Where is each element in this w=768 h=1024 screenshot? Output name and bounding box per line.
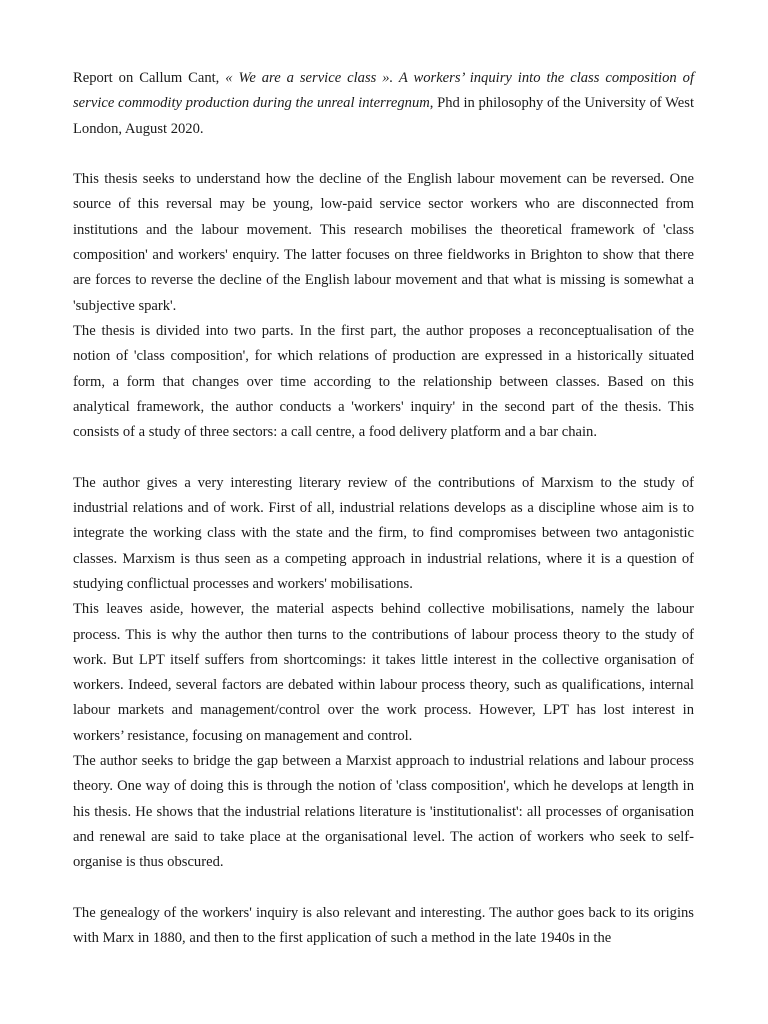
paragraph: The author gives a very interesting literary review of the contributions of Marxism to the study of industrial relations and of work. First of all, industrial relations develops as a discipline whose aim is to integrate the working class with the state and the firm, to find compromises between two antagonistic classes. Marxism is thus seen as a competing approach in industrial relations, where it is a question of studying conflictual processes and workers' mobilisations.: [73, 474, 694, 592]
paragraph: The genealogy of the workers' inquiry is also relevant and interesting. The author goes back to its origins with Marx in 1880, and then to the first application of such a method in the late 1940s in the: [73, 904, 694, 947]
paragraph: This thesis seeks to understand how the decline of the English labour movement can be reversed. One source of this reversal may be young, low-paid service sector workers who are disconnected from institutions and the labour movement. This research mobilises the theoretical framework of 'class composition' and workers' enquiry. The latter focuses on three fieldworks in Brighton to show that there are forces to reverse the decline of the English labour movement and that what is missing is somewhat a 'subjective spark'.: [73, 171, 694, 314]
report-citation: [73, 66, 694, 142]
paragraph: This leaves aside, however, the material aspects behind collective mobilisations, namely the labour process. This is why the author then turns to the contributions of labour process theory to the study of work. But LPT itself suffers from shortcomings: it takes little interest in the collective organisation of workers. Indeed, several factors are debated within labour process theory, such as qualifications, internal labour markets and management/control over the work process. However, LPT has lost interest in workers’ resistance, focusing on management and control.: [73, 601, 694, 744]
thesis-title: « We are a service class ». A workers’ inquiry into the class composition of service commodity production during the unreal interregnum: [73, 70, 694, 112]
paragraph: The author seeks to bridge the gap between a Marxist approach to industrial relations and labour process theory. One way of doing this is through the notion of 'class composition', which he develops at length in his thesis. He shows that the industrial relations literature is 'institutionalist': all processes of organisation and renewal are said to take place at the organisational level. The action of workers who seek to self-organise is thus obscured.: [73, 753, 694, 871]
paragraph: The thesis is divided into two parts. In the first part, the author proposes a reconceptualisation of the notion of 'class composition', for which relations of production are expressed in a historically situated form, a form that changes over time according to the relationship between classes. Based on this analytical framework, the author conducts a 'workers' inquiry' in the second part of the thesis. This consists of a study of three sectors: a call centre, a food delivery platform and a bar chain.: [73, 322, 694, 441]
document-body: [73, 66, 694, 951]
citation-prefix: Report on Callum Cant,: [73, 70, 226, 86]
citation-suffix: , Phd in philosophy of the University of West London, August 2020.: [73, 95, 694, 137]
